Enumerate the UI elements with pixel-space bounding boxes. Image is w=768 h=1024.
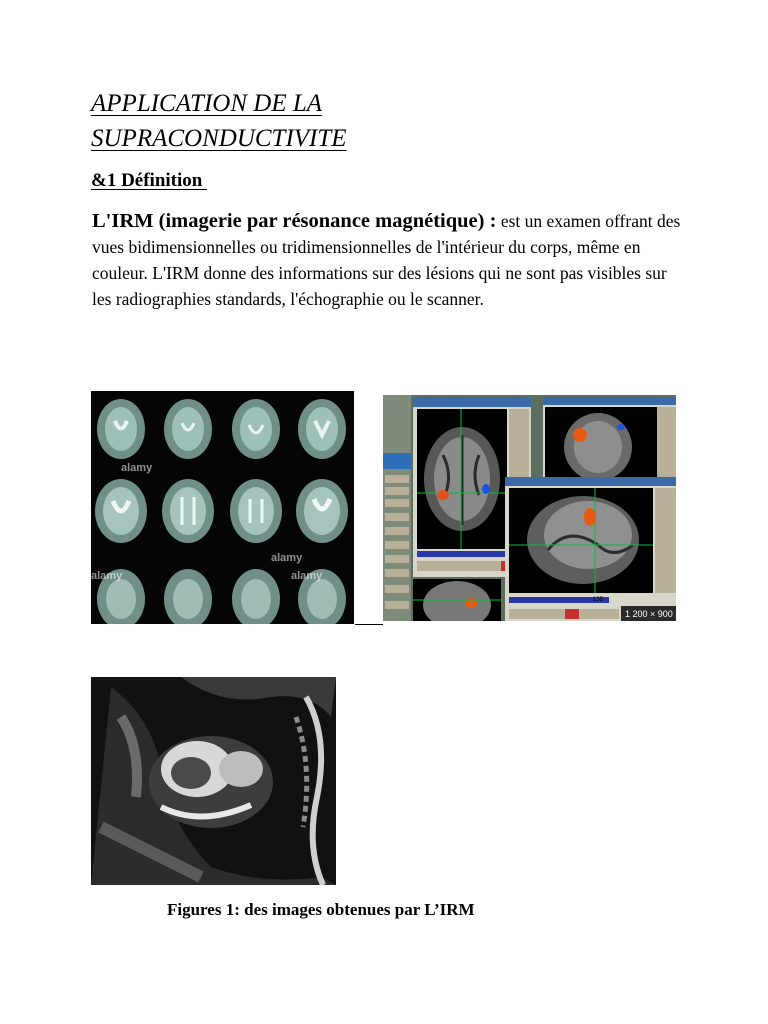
slice-label: 135 xyxy=(593,597,604,603)
watermark-3: alamy xyxy=(91,570,123,582)
title-line-1: APPLICATION DE LA xyxy=(91,90,323,117)
definition-term: L'IRM (imagerie par résonance magnétique) : xyxy=(92,210,497,232)
cardiac-mri-image xyxy=(91,677,336,885)
brain-mri-grid-graphic xyxy=(91,391,354,624)
section-heading: &1 Définition xyxy=(91,170,208,191)
fmri-software-image xyxy=(383,395,676,621)
brain-mri-grid-image xyxy=(91,391,354,624)
definition-paragraph xyxy=(92,208,682,312)
definition-body: est un examen offrant des vues bidimensionnelles ou tridimensionnelles de l'intérieur du corps, même en couleur. L'IRM donne des informations sur des lésions qui ne sont pas visibles sur les radiographies standards, l'échographie ou le scanner. xyxy=(92,211,681,309)
underscore-line xyxy=(355,624,383,625)
size-label: 1 200 × 900 xyxy=(625,609,673,619)
document-title xyxy=(91,86,511,156)
watermark-2: alamy xyxy=(271,552,303,564)
fmri-software-graphic xyxy=(383,395,676,621)
cardiac-mri-graphic xyxy=(91,677,336,885)
title-line-2: SUPRACONDUCTIVITE xyxy=(91,125,347,152)
watermark-4: alamy xyxy=(291,570,323,582)
watermark-1: alamy xyxy=(121,462,153,474)
figure-caption: Figures 1: des images obtenues par L’IRM xyxy=(167,900,475,919)
